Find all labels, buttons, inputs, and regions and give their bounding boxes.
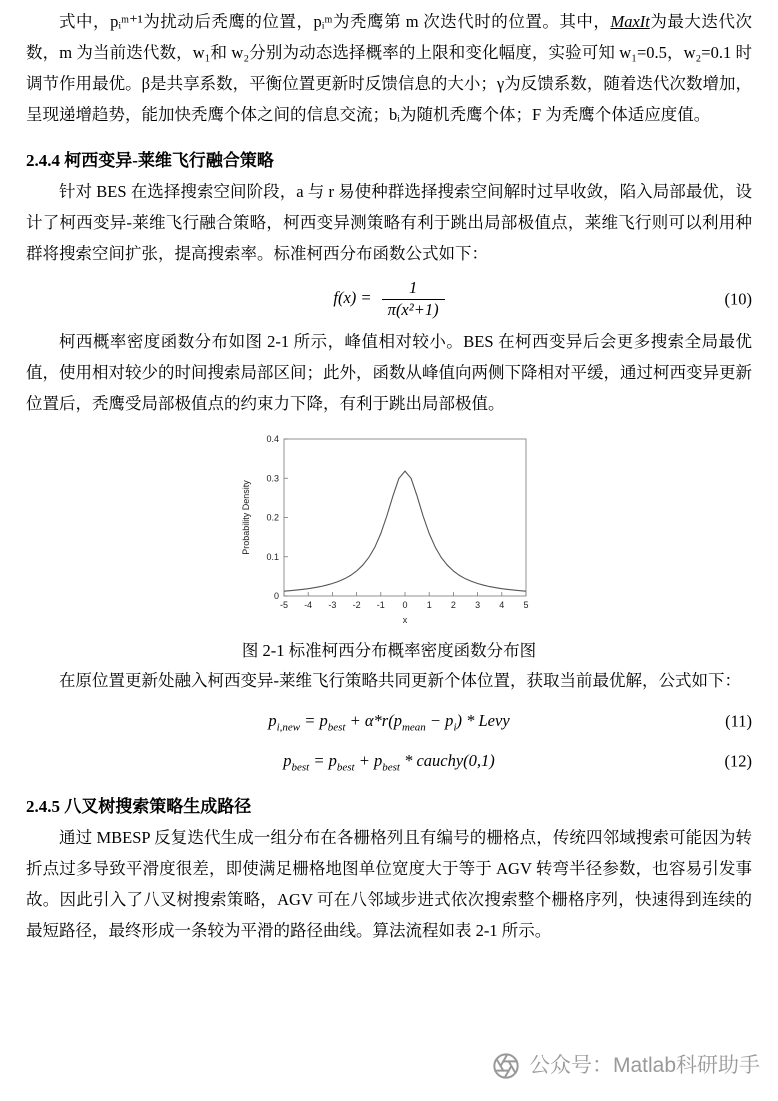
svg-text:0: 0 (402, 600, 408, 611)
svg-text:4: 4 (499, 600, 505, 611)
fraction-denominator: π(x²+1) (382, 299, 445, 321)
section-heading-2-4-4: 2.4.4 柯西变异-莱维飞行融合策略 (26, 151, 274, 170)
svg-text:-5: -5 (279, 600, 289, 611)
svg-text:0.4: 0.4 (266, 434, 279, 445)
svg-text:0.3: 0.3 (266, 473, 279, 484)
equation-11-expression: $p_{i,new} = p_{best} + \alpha*r(p_{mean} - p_i)$ * Levy (268, 711, 510, 734)
equation-12-number: (12) (724, 751, 752, 771)
paragraph-position-update: 在原位置更新处融入柯西变异-莱维飞行策略共同更新个体位置，获取当前最优解，公式如下： (59, 671, 741, 691)
equation-10 (26, 278, 752, 320)
paragraph-octree-search: 通过 MBESP 反复迭代生成一组分布在各栅格列且有编号的栅格点，传统四邻域搜索可能因为转折点过多导致平滑度很差，即使满足栅格地图单位宽度大于等于 AGV 转弯半径参数，也容易引发事故。因此引入了八叉树搜索策略，AGV 可在八邻域步进式依次搜索整个栅格序列，快速得到连续的最短路径，最终形成一条较为平滑的路径曲线。算法流程如表 2-1 所示。 (26, 828, 752, 941)
equation-10-fraction (382, 278, 445, 320)
section-heading-2-4-5: 2.4.5 八叉树搜索策略生成路径 (26, 797, 252, 817)
equation-11 (26, 705, 752, 736)
maxit-term: MaxIt (610, 12, 650, 31)
paragraph-cauchy-levy-intro: 针对 BES 在选择搜索空间阶段，a 与 r 易使种群选择搜索空间解时过早收敛，陷入局部最优，设计了柯西变异-莱维飞行融合策略，柯西变异测策略有利于跳出局部极值点，莱维飞行则可以利用种群将搜索空间扩张，提高搜索率。标准柯西分布函数公式如下： (26, 182, 752, 263)
svg-text:Probability Density: Probability Density (241, 480, 251, 556)
svg-text:-3: -3 (328, 600, 337, 611)
paragraph-cauchy-density-discussion: 柯西概率密度函数分布如图 2-1 所示，峰值相对较小。BES 在柯西变异后会更多搜索全局最优值，使用相对较少的时间搜索局部区间；此外，函数从峰值向两侧下降相对平缓，通过柯西变异更新位置后，秃鹰受局部极值点的约束力下降，有利于跳出局部极值。 (26, 332, 752, 414)
aperture-icon (492, 1052, 520, 1080)
figure-2-1-caption: 图 2-1 标准柯西分布概率密度函数分布图 (241, 641, 537, 661)
svg-text:5: 5 (523, 600, 529, 611)
equation-10-lhs: f(x) = (333, 287, 376, 307)
equation-12-expression: $p_{best} = p_{best} + p_{best}$ * cauchy(0,1) (283, 751, 495, 774)
figure-2-1-chart (238, 427, 540, 632)
svg-text:0.2: 0.2 (266, 512, 279, 523)
svg-text:-4: -4 (304, 600, 313, 611)
paragraph-text: 为最大迭代次数，m 为当前迭代数，w₁和 w₂分别为动态选择概率的上限和变化幅度，实验可知 w₁=0.5，w₂=0.1 时调节作用最优。β是共享系数，平衡位置更新时反馈信息的大小；γ为反馈系数，随着迭代次数增加，呈现递增趋势，能加快秃鹰个体之间的信息交流；bᵢ为随机秃鹰个体；F 为秃鹰个体适应度值。 (26, 12, 752, 124)
figure-2-1 (26, 427, 752, 632)
svg-text:-1: -1 (376, 600, 385, 611)
svg-text:0.1: 0.1 (266, 552, 279, 562)
paragraph-formula-explanation (26, 6, 752, 130)
watermark (486, 1048, 766, 1083)
svg-text:x: x (402, 615, 408, 626)
equation-10-number: (10) (724, 289, 752, 309)
watermark-text: 公众号：Matlab科研助手 (528, 1054, 760, 1077)
svg-text:3: 3 (475, 600, 481, 611)
equation-12 (26, 745, 752, 776)
equation-11-number: (11) (725, 711, 752, 731)
svg-text:2: 2 (450, 600, 456, 611)
svg-text:-2: -2 (352, 600, 361, 611)
paragraph-text: 式中，pᵢᵐ⁺¹为扰动后秃鹰的位置，pᵢᵐ为秃鹰第 m 次迭代时的位置。其中， (59, 12, 611, 31)
svg-text:1: 1 (426, 600, 432, 611)
fraction-numerator: 1 (409, 278, 418, 297)
svg-text:0: 0 (273, 591, 279, 602)
